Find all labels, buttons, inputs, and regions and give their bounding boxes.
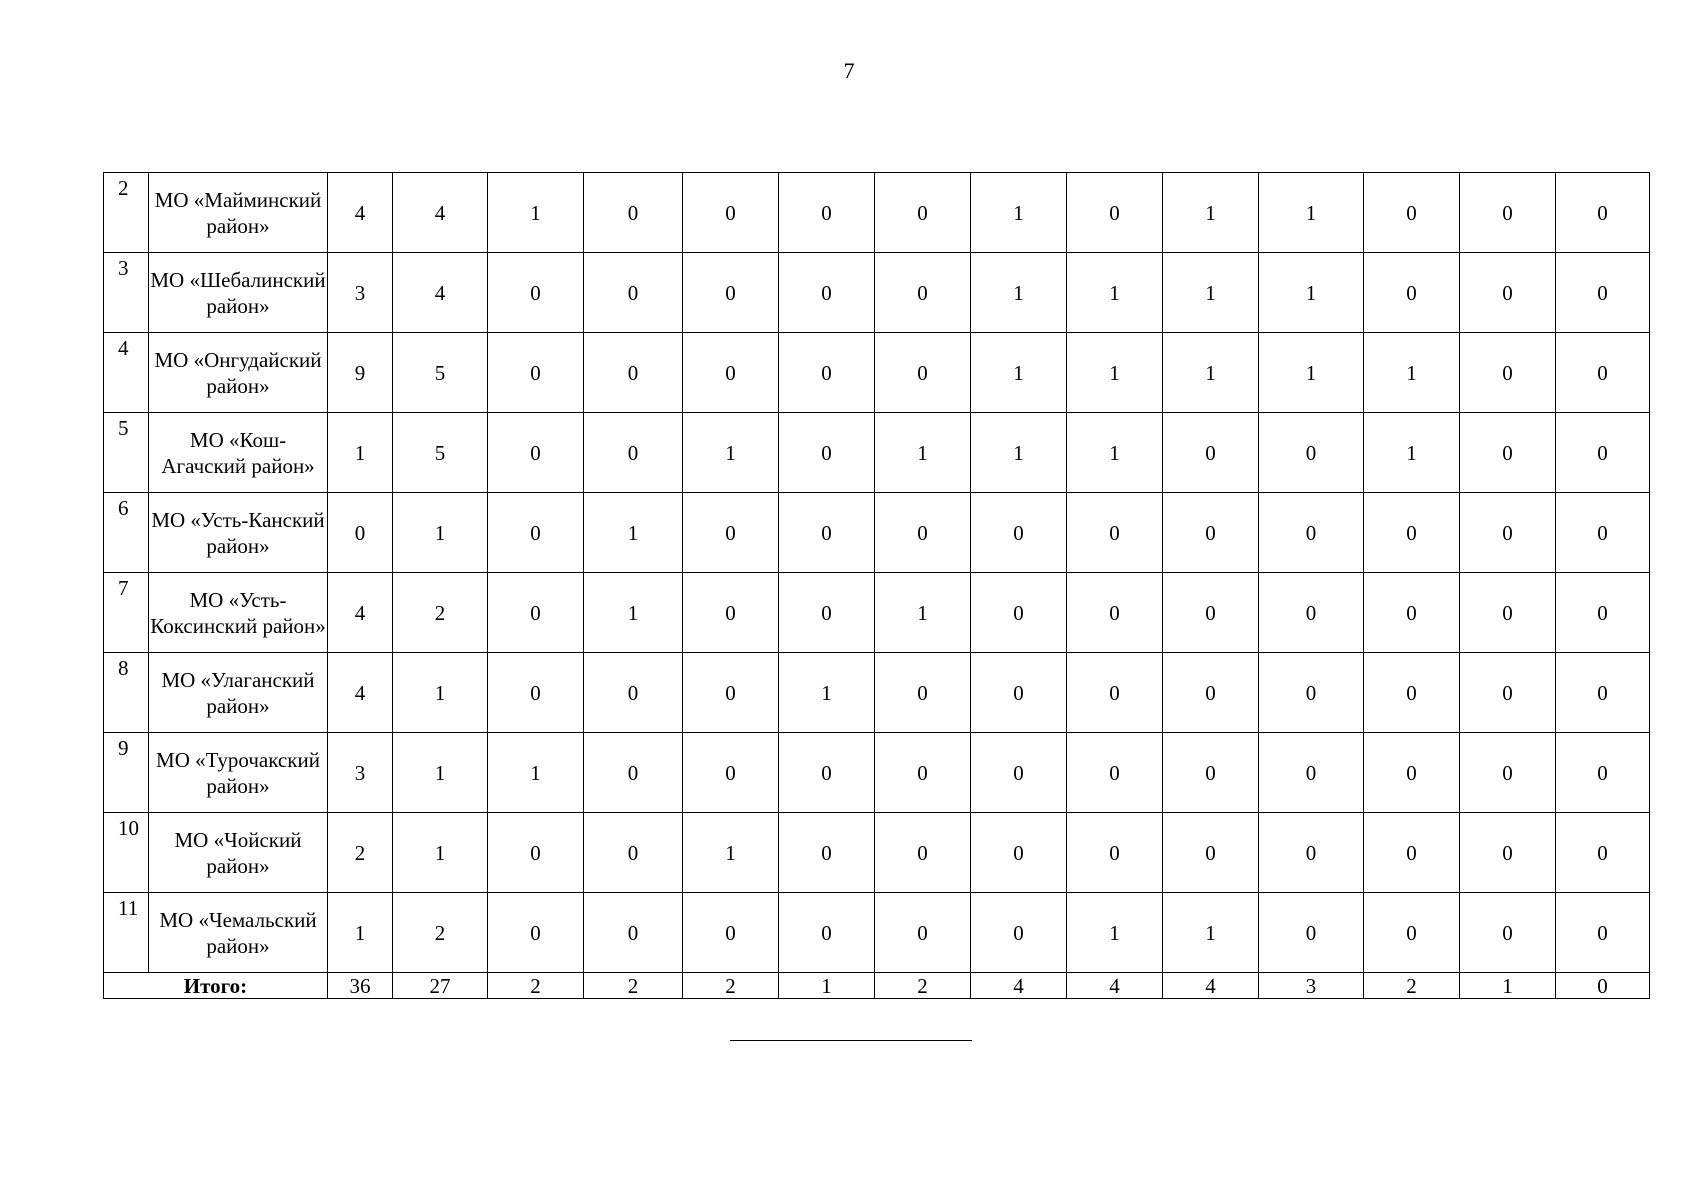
row-number-cell: 9 bbox=[104, 733, 149, 813]
value-cell: 0 bbox=[1067, 733, 1163, 813]
value-cell: 0 bbox=[779, 173, 875, 253]
value-cell: 0 bbox=[971, 813, 1067, 893]
value-cell: 1 bbox=[1067, 413, 1163, 493]
value-cell: 1 bbox=[875, 413, 971, 493]
value-cell: 0 bbox=[1259, 493, 1364, 573]
value-cell: 0 bbox=[488, 413, 584, 493]
district-name-cell: МО «Турочакский район» bbox=[149, 733, 328, 813]
value-cell: 0 bbox=[1460, 653, 1556, 733]
value-cell: 0 bbox=[488, 813, 584, 893]
value-cell: 0 bbox=[1556, 653, 1650, 733]
value-cell: 1 bbox=[1067, 253, 1163, 333]
value-cell: 1 bbox=[779, 653, 875, 733]
district-name-cell: МО «Онгудайский район» bbox=[149, 333, 328, 413]
value-cell: 1 bbox=[328, 893, 393, 973]
total-value-cell: 4 bbox=[1163, 973, 1259, 999]
value-cell: 0 bbox=[1460, 173, 1556, 253]
value-cell: 0 bbox=[1460, 253, 1556, 333]
value-cell: 1 bbox=[1067, 333, 1163, 413]
value-cell: 0 bbox=[1163, 813, 1259, 893]
value-cell: 0 bbox=[584, 813, 683, 893]
district-name-cell: МО «Чойский район» bbox=[149, 813, 328, 893]
value-cell: 0 bbox=[683, 893, 779, 973]
value-cell: 0 bbox=[1259, 573, 1364, 653]
total-value-cell: 36 bbox=[328, 973, 393, 999]
value-cell: 5 bbox=[393, 413, 488, 493]
value-cell: 1 bbox=[1259, 173, 1364, 253]
value-cell: 1 bbox=[1259, 253, 1364, 333]
value-cell: 4 bbox=[328, 573, 393, 653]
value-cell: 0 bbox=[1364, 173, 1460, 253]
value-cell: 1 bbox=[1364, 413, 1460, 493]
row-number-cell: 5 bbox=[104, 413, 149, 493]
value-cell: 0 bbox=[1067, 573, 1163, 653]
value-cell: 1 bbox=[393, 733, 488, 813]
total-value-cell: 2 bbox=[683, 973, 779, 999]
value-cell: 0 bbox=[875, 653, 971, 733]
value-cell: 0 bbox=[1556, 813, 1650, 893]
value-cell: 0 bbox=[1259, 413, 1364, 493]
total-value-cell: 2 bbox=[584, 973, 683, 999]
value-cell: 0 bbox=[971, 493, 1067, 573]
value-cell: 0 bbox=[779, 493, 875, 573]
total-value-cell: 2 bbox=[1364, 973, 1460, 999]
row-number-cell: 2 bbox=[104, 173, 149, 253]
value-cell: 1 bbox=[971, 333, 1067, 413]
value-cell: 1 bbox=[1163, 893, 1259, 973]
value-cell: 0 bbox=[1556, 333, 1650, 413]
value-cell: 0 bbox=[584, 253, 683, 333]
value-cell: 1 bbox=[393, 813, 488, 893]
value-cell: 0 bbox=[683, 733, 779, 813]
row-number-cell: 3 bbox=[104, 253, 149, 333]
district-name-cell: МО «Шебалинский район» bbox=[149, 253, 328, 333]
value-cell: 0 bbox=[1556, 493, 1650, 573]
value-cell: 1 bbox=[1163, 253, 1259, 333]
value-cell: 0 bbox=[488, 333, 584, 413]
table-row bbox=[104, 893, 1650, 973]
value-cell: 0 bbox=[875, 333, 971, 413]
value-cell: 1 bbox=[488, 173, 584, 253]
table-row bbox=[104, 733, 1650, 813]
value-cell: 0 bbox=[1259, 813, 1364, 893]
total-value-cell: 2 bbox=[875, 973, 971, 999]
value-cell: 0 bbox=[779, 253, 875, 333]
value-cell: 0 bbox=[1460, 493, 1556, 573]
value-cell: 0 bbox=[1364, 493, 1460, 573]
value-cell: 0 bbox=[1556, 573, 1650, 653]
total-label: Итого: bbox=[104, 973, 328, 999]
value-cell: 0 bbox=[1364, 733, 1460, 813]
value-cell: 0 bbox=[488, 653, 584, 733]
table-row bbox=[104, 653, 1650, 733]
value-cell: 2 bbox=[328, 813, 393, 893]
value-cell: 0 bbox=[1460, 333, 1556, 413]
total-value-cell: 3 bbox=[1259, 973, 1364, 999]
value-cell: 0 bbox=[1556, 893, 1650, 973]
value-cell: 0 bbox=[1556, 253, 1650, 333]
total-value-cell: 2 bbox=[488, 973, 584, 999]
value-cell: 0 bbox=[971, 893, 1067, 973]
value-cell: 0 bbox=[328, 493, 393, 573]
value-cell: 1 bbox=[393, 653, 488, 733]
total-value-cell: 1 bbox=[1460, 973, 1556, 999]
value-cell: 0 bbox=[1556, 173, 1650, 253]
value-cell: 1 bbox=[971, 173, 1067, 253]
value-cell: 1 bbox=[488, 733, 584, 813]
value-cell: 0 bbox=[779, 893, 875, 973]
value-cell: 0 bbox=[1067, 173, 1163, 253]
value-cell: 0 bbox=[683, 253, 779, 333]
value-cell: 0 bbox=[683, 653, 779, 733]
value-cell: 0 bbox=[1067, 813, 1163, 893]
value-cell: 4 bbox=[328, 653, 393, 733]
value-cell: 0 bbox=[875, 253, 971, 333]
total-value-cell: 4 bbox=[971, 973, 1067, 999]
value-cell: 0 bbox=[1163, 733, 1259, 813]
value-cell: 0 bbox=[1460, 893, 1556, 973]
value-cell: 1 bbox=[971, 253, 1067, 333]
value-cell: 1 bbox=[971, 413, 1067, 493]
value-cell: 4 bbox=[393, 253, 488, 333]
value-cell: 3 bbox=[328, 253, 393, 333]
value-cell: 0 bbox=[584, 413, 683, 493]
value-cell: 0 bbox=[1163, 653, 1259, 733]
value-cell: 0 bbox=[1364, 813, 1460, 893]
value-cell: 0 bbox=[779, 733, 875, 813]
value-cell: 0 bbox=[875, 173, 971, 253]
value-cell: 0 bbox=[1067, 493, 1163, 573]
value-cell: 0 bbox=[1460, 733, 1556, 813]
value-cell: 0 bbox=[971, 733, 1067, 813]
value-cell: 0 bbox=[1259, 733, 1364, 813]
value-cell: 0 bbox=[488, 493, 584, 573]
value-cell: 0 bbox=[875, 893, 971, 973]
value-cell: 1 bbox=[875, 573, 971, 653]
value-cell: 1 bbox=[584, 493, 683, 573]
value-cell: 0 bbox=[779, 333, 875, 413]
row-number-cell: 4 bbox=[104, 333, 149, 413]
value-cell: 0 bbox=[1364, 893, 1460, 973]
value-cell: 4 bbox=[393, 173, 488, 253]
value-cell: 0 bbox=[584, 653, 683, 733]
value-cell: 0 bbox=[1259, 893, 1364, 973]
value-cell: 0 bbox=[779, 813, 875, 893]
value-cell: 0 bbox=[779, 413, 875, 493]
value-cell: 0 bbox=[683, 573, 779, 653]
value-cell: 0 bbox=[1067, 653, 1163, 733]
value-cell: 5 bbox=[393, 333, 488, 413]
value-cell: 0 bbox=[1364, 653, 1460, 733]
table-row bbox=[104, 493, 1650, 573]
value-cell: 0 bbox=[584, 333, 683, 413]
value-cell: 1 bbox=[1163, 333, 1259, 413]
value-cell: 1 bbox=[1259, 333, 1364, 413]
value-cell: 1 bbox=[393, 493, 488, 573]
value-cell: 0 bbox=[1259, 653, 1364, 733]
value-cell: 1 bbox=[683, 813, 779, 893]
value-cell: 0 bbox=[875, 733, 971, 813]
value-cell: 0 bbox=[683, 173, 779, 253]
value-cell: 0 bbox=[1364, 253, 1460, 333]
table-row bbox=[104, 573, 1650, 653]
value-cell: 0 bbox=[1364, 573, 1460, 653]
value-cell: 0 bbox=[584, 173, 683, 253]
value-cell: 1 bbox=[1163, 173, 1259, 253]
value-cell: 0 bbox=[1163, 573, 1259, 653]
total-value-cell: 4 bbox=[1067, 973, 1163, 999]
table-row bbox=[104, 413, 1650, 493]
value-cell: 0 bbox=[779, 573, 875, 653]
value-cell: 0 bbox=[683, 493, 779, 573]
value-cell: 3 bbox=[328, 733, 393, 813]
value-cell: 4 bbox=[328, 173, 393, 253]
table-body bbox=[104, 173, 1650, 999]
value-cell: 2 bbox=[393, 573, 488, 653]
value-cell: 0 bbox=[1556, 733, 1650, 813]
value-cell: 0 bbox=[683, 333, 779, 413]
district-name-cell: МО «Майминский район» bbox=[149, 173, 328, 253]
table-row bbox=[104, 813, 1650, 893]
value-cell: 2 bbox=[393, 893, 488, 973]
row-number-cell: 10 bbox=[104, 813, 149, 893]
value-cell: 0 bbox=[584, 893, 683, 973]
value-cell: 1 bbox=[328, 413, 393, 493]
value-cell: 1 bbox=[683, 413, 779, 493]
value-cell: 0 bbox=[488, 253, 584, 333]
district-name-cell: МО «Усть-Коксинский район» bbox=[149, 573, 328, 653]
total-value-cell: 27 bbox=[393, 973, 488, 999]
row-number-cell: 8 bbox=[104, 653, 149, 733]
value-cell: 9 bbox=[328, 333, 393, 413]
table-row bbox=[104, 173, 1650, 253]
total-value-cell: 0 bbox=[1556, 973, 1650, 999]
table-row bbox=[104, 253, 1650, 333]
value-cell: 1 bbox=[1364, 333, 1460, 413]
row-number-cell: 6 bbox=[104, 493, 149, 573]
value-cell: 0 bbox=[1460, 813, 1556, 893]
row-number-cell: 11 bbox=[104, 893, 149, 973]
value-cell: 0 bbox=[1460, 573, 1556, 653]
value-cell: 0 bbox=[1460, 413, 1556, 493]
value-cell: 0 bbox=[1556, 413, 1650, 493]
value-cell: 0 bbox=[488, 893, 584, 973]
value-cell: 0 bbox=[971, 653, 1067, 733]
value-cell: 1 bbox=[1067, 893, 1163, 973]
value-cell: 0 bbox=[1163, 413, 1259, 493]
value-cell: 0 bbox=[488, 573, 584, 653]
total-value-cell: 1 bbox=[779, 973, 875, 999]
district-name-cell: МО «Кош-Агачский район» bbox=[149, 413, 328, 493]
value-cell: 0 bbox=[971, 573, 1067, 653]
district-name-cell: МО «Чемальский район» bbox=[149, 893, 328, 973]
statistics-table bbox=[103, 172, 1650, 999]
value-cell: 0 bbox=[875, 813, 971, 893]
district-name-cell: МО «Усть-Канский район» bbox=[149, 493, 328, 573]
value-cell: 0 bbox=[584, 733, 683, 813]
value-cell: 1 bbox=[584, 573, 683, 653]
value-cell: 0 bbox=[1163, 493, 1259, 573]
row-number-cell: 7 bbox=[104, 573, 149, 653]
value-cell: 0 bbox=[875, 493, 971, 573]
closing-rule bbox=[730, 1040, 972, 1041]
table-row bbox=[104, 333, 1650, 413]
district-name-cell: МО «Улаганский район» bbox=[149, 653, 328, 733]
total-row bbox=[104, 973, 1650, 999]
page-number: 7 bbox=[843, 58, 855, 83]
